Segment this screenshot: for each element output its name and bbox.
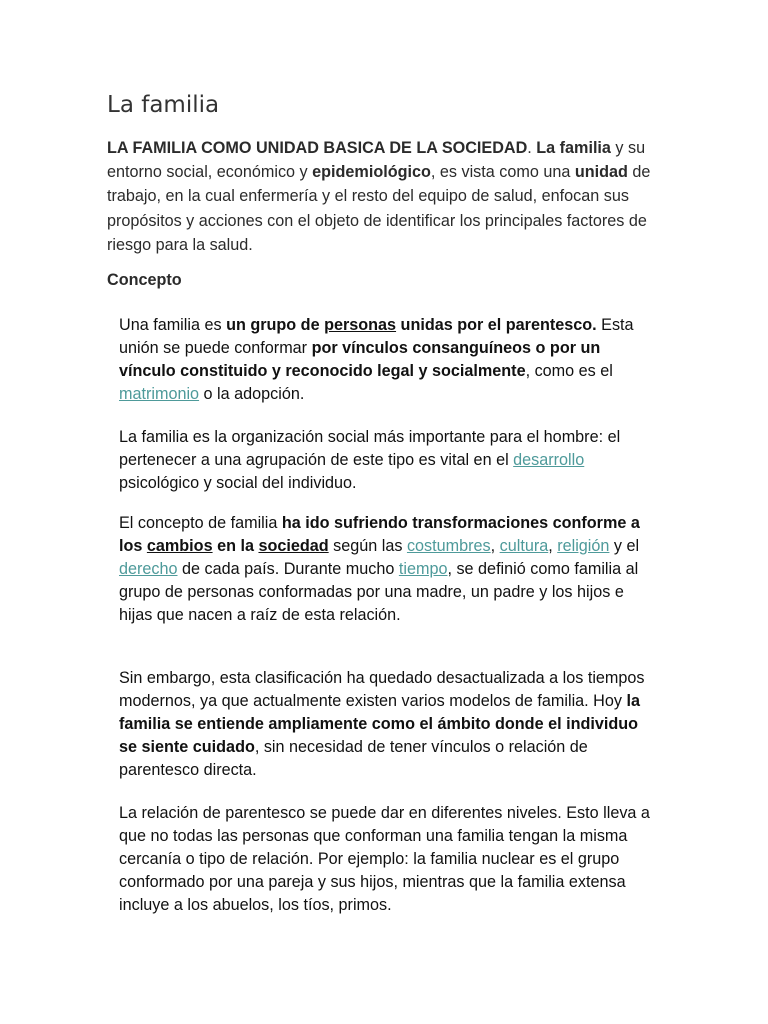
bold-run: ha ido sufriendo transformaciones conforme a los <box>119 514 640 555</box>
text-run: según las <box>328 536 407 555</box>
text-run: o la adopción. <box>199 384 305 403</box>
text-run: Esta unión se puede conformar <box>119 316 634 357</box>
bold-run: por vínculos consanguíneos o por un vínculo constituido y reconocido legal y socialmente <box>119 338 601 380</box>
link-costumbres[interactable]: costumbres <box>406 536 491 555</box>
text-run: , <box>490 536 500 555</box>
concepto-heading: Concepto <box>107 271 182 289</box>
bold-run: en la <box>212 536 259 555</box>
intro-bold-la-familia: La familia <box>536 139 611 157</box>
text-run: , sin necesidad de tener vínculos o relación de parentesco directa. <box>119 737 588 779</box>
paragraph-transformaciones <box>119 512 659 627</box>
text-run: El concepto de familia <box>119 514 282 532</box>
text-run: Sin embargo, esta clasificación ha quedado desactualizada a los tiempos modernos, ya que actualmente existen varios modelos de familia. Hoy <box>119 669 645 710</box>
intro-bold-unidad: unidad <box>574 163 628 182</box>
paragraph-modelos <box>119 667 659 782</box>
text-run: , como es el <box>525 361 613 380</box>
link-derecho[interactable]: derecho <box>119 559 178 578</box>
text-run: Una familia es <box>119 316 227 334</box>
intro-paragraph <box>107 136 667 257</box>
text-run: y el <box>609 536 640 555</box>
link-desarrollo[interactable]: desarrollo <box>513 450 585 469</box>
intro-text: y su entorno social, económico y <box>107 139 646 182</box>
intro-text: , es vista como una <box>430 163 575 182</box>
text-run: , <box>548 536 558 555</box>
intro-bold-epidemiologico: epidemiológico <box>312 163 431 182</box>
link-tiempo[interactable]: tiempo <box>398 559 448 578</box>
text-run: , se definió como familia al grupo de personas conformadas por una madre, un padre y los hijos e hijas que nacen a raíz de esta relación. <box>119 559 639 624</box>
intro-text: . <box>527 139 537 157</box>
bold-run: unidas por el parentesco. <box>396 316 597 334</box>
text-run: La relación de parentesco se puede dar en diferentes niveles. Esto lleva a que no todas las personas que conforman una familia tengan la misma cercanía o tipo de relación. Por ejemplo: la familia nuclear es el grupo conformado por una pareja y sus hijos, mientras que la familia extensa incluye a los abuelos, los tíos, primos. <box>119 804 650 914</box>
paragraph-organizacion <box>119 426 659 495</box>
text-run: psicológico y social del individuo. <box>119 473 357 492</box>
bold-underlined-sociedad: sociedad <box>258 536 329 555</box>
intro-heading: LA FAMILIA COMO UNIDAD BASICA DE LA SOCIEDAD <box>107 139 528 157</box>
text-run: de cada país. Durante mucho <box>177 559 399 578</box>
bold-underlined-cambios: cambios <box>146 536 213 555</box>
link-cultura[interactable]: cultura <box>499 536 549 555</box>
text-run: La familia es la organización social más importante para el hombre: el pertenecer a una agrupación de este tipo es vital en el <box>119 428 621 469</box>
link-matrimonio[interactable]: matrimonio <box>119 384 200 403</box>
paragraph-niveles <box>119 802 659 917</box>
bold-underlined-personas: personas <box>324 316 397 334</box>
paragraph-definicion <box>119 314 659 406</box>
bold-run: un grupo de <box>226 316 325 334</box>
link-religion[interactable]: religión <box>557 536 610 555</box>
bold-run: la familia se entiende ampliamente como el ámbito donde el individuo se siente cuidado <box>119 691 640 756</box>
page-title: La familia <box>107 92 220 118</box>
intro-text: de trabajo, en la cual enfermería y el resto del equipo de salud, enfocan sus propósitos y acciones con el objeto de identificar los principales factores de riesgo para la salud. <box>107 163 651 254</box>
